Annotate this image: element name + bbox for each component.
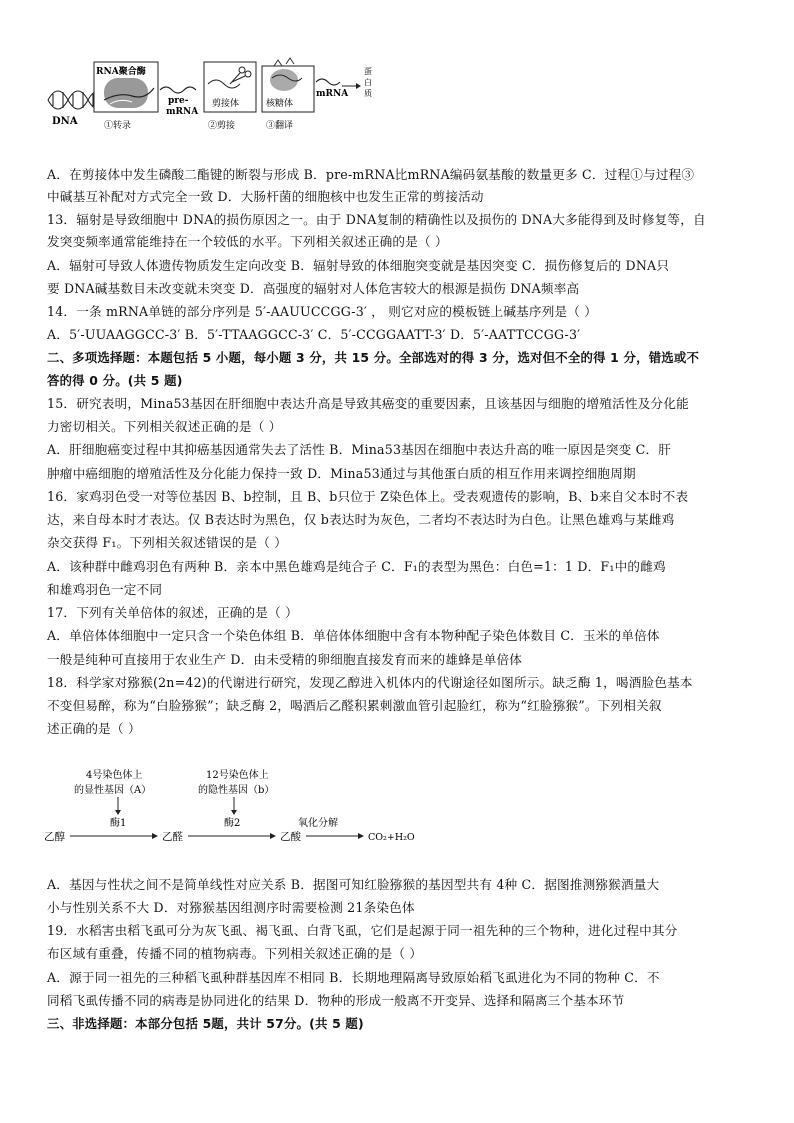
q13-stem-2: 发突变频率通常能维持在一个较低的水平。下列相关叙述正确的是（ ）	[47, 234, 448, 249]
section2-heading-2: 答的得 0 分。(共 5 题)	[47, 373, 183, 388]
q17-stem: 17．下列有关单倍体的叙述，正确的是（ ）	[47, 605, 298, 620]
q17-option-1: A．单倍体体细胞中一定只含一个染色体组 B．单倍体体细胞中含有本物种配子染色体数目 C．玉米的单倍体	[47, 628, 660, 643]
q18-option-1: A．基因与性状之间不是简单线性对应关系 B．据图可知红脸猕猴的基因型共有 4种 C．据图推测猕猴酒量大	[47, 877, 660, 892]
q16-stem-1: 16．家鸡羽色受一对等位基因 B、b控制，且 B、b只位于 Z染色体上。受表观遗传的影响，B、b来自父本时不表	[47, 489, 689, 504]
q15-option-2: 肿瘤中癌细胞的增殖活性及分化能力保持一致 D．Mina53通过与其他蛋白质的相互作用来调控细胞周期	[47, 466, 636, 481]
pre-mrna-label-1: pre-	[168, 96, 189, 106]
protein-label-hidden: 蛋白质	[44, 52, 47, 53]
step2-label: ②剪接	[208, 121, 236, 131]
mrna-label: mRNA	[316, 89, 349, 99]
q16-stem-3: 杂交获得 F₁。下列相关叙述错误的是（ ）	[47, 535, 288, 550]
gene-b-label-1: 12号染色体上	[206, 770, 269, 781]
section3-heading: 三、非选择题：本部分包括 5题，共计 57分。(共 5 题)	[47, 1016, 364, 1031]
protein-label: 蛋白质	[364, 67, 372, 98]
gene-b-label-2: 的隐性基因（b）	[198, 785, 275, 796]
q18-stem-1: 18．科学家对猕猴(2n=42)的代谢进行研究，发现乙醇进入机体内的代谢途径如图所示。缺乏酶 1，喝酒脸色基本	[47, 675, 693, 690]
spliceosome-label: 剪接体	[212, 99, 240, 109]
q19-option-1: A．源于同一祖先的三种稻飞虱种群基因库不相同 B．长期地理隔离导致原始稻飞虱进化为不同的物种 C．不	[47, 970, 660, 985]
products-label: CO₂+H₂O	[368, 832, 415, 843]
ethanol-metabolism-figure	[44, 768, 424, 844]
acetaldehyde-label: 乙醛	[162, 831, 183, 843]
q18-stem-2: 不变但易醉，称为“白脸猕猴”；缺乏酶 2，喝酒后乙醛积累刺激血管引起脸红，称为“红脸猕猴”。下列相关叙	[47, 698, 662, 713]
q16-option-2: 和雄鸡羽色一定不同	[47, 582, 163, 597]
enzyme2-label: 酶2	[224, 818, 241, 829]
q19-stem-1: 19．水稻害虫稻飞虱可分为灰飞虱、褐飞虱、白背飞虱，它们是起源于同一祖先种的三个物种，进化过程中其分	[47, 923, 678, 938]
ethanol-label: 乙醇	[44, 831, 65, 843]
acetic-acid-label: 乙酸	[280, 831, 301, 843]
q18-option-2: 小与性别关系不大 D．对猕猴基因组测序时需要检测 21条染色体	[47, 900, 415, 915]
q16-option-1: A．该种群中雌鸡羽色有两种 B．亲本中黑色雄鸡是纯合子 C．F₁的表型为黑色：白色=1：1 D．F₁中的雌鸡	[47, 559, 666, 574]
q15-option-1: A．肝细胞癌变过程中其抑癌基因通常失去了活性 B．Mina53基因在细胞中表达升高的唯一原因是突变 C．肝	[47, 442, 672, 457]
enzyme1-label: 酶1	[110, 818, 127, 829]
step3-label: ③翻译	[266, 121, 294, 131]
q15-stem-1: 15．研究表明，Mina53基因在肝细胞中表达升高是导致其癌变的重要因素，且该基因与细胞的增殖活性及分化能	[47, 396, 689, 411]
q13-option-1: A．辐射可导致人体遗传物质发生定向改变 B．辐射导致的体细胞突变就是基因突变 C．损伤修复后的 DNA只	[47, 258, 670, 273]
ribosome-label: 核糖体	[266, 99, 294, 109]
q13-stem-1: 13．辐射是导致细胞中 DNA的损伤原因之一。由于 DNA复制的精确性以及损伤的 DNA大多能得到及时修复等，自	[47, 212, 706, 227]
q14-options: A．5′-UUAAGGCC-3′ B．5′-TTAAGGCC-3′ C．5′-CCGGAATT-3′ D．5′-AATTCCGG-3′	[47, 327, 581, 342]
q14-stem: 14．一条 mRNA单链的部分序列是 5′-AAUUCCGG-3′ ， 则它对应的模板链上碱基序列是（ ）	[47, 304, 598, 319]
dna-label: DNA	[52, 116, 78, 127]
q16-stem-2: 达，来自母本时才表达。仅 B表达时为黑色，仅 b表达时为灰色，二者均不表达时为白色。让黑色雄鸡与某雌鸡	[47, 512, 675, 527]
gene-a-label-1: 4号染色体上	[86, 770, 143, 781]
rna-polymerase-label: RNA聚合酶	[96, 67, 146, 77]
q19-option-2: 同稻飞虱传播不同的病毒是协同进化的结果 D．物种的形成一般离不开变异、选择和隔离三个基本环节	[47, 993, 625, 1008]
pre-mrna-label-2: mRNA	[166, 107, 199, 117]
oxidation-label: 氧化分解	[298, 818, 338, 829]
q12-option-line-1: A．在剪接体中发生磷酸二酯键的断裂与形成 B．pre-mRNA比mRNA编码氨基酸的数量更多 C．过程①与过程③	[47, 167, 695, 182]
q13-option-2: 要 DNA碱基数目未改变就未突变 D．高强度的辐射对人体危害较大的根源是损伤 DNA频率高	[47, 281, 580, 296]
q12-option-line-2: 中碱基互补配对方式完全一致 D．大肠杆菌的细胞核中也发生正常的剪接活动	[47, 189, 484, 204]
q19-stem-2: 布区域有重叠，传播不同的植物病毒。下列相关叙述正确的是（ ）	[47, 946, 423, 961]
step1-label: ①转录	[104, 121, 132, 131]
q18-stem-3: 述正确的是（ ）	[47, 721, 141, 736]
q15-stem-2: 力密切相关。下列相关叙述正确的是（ ）	[47, 419, 282, 434]
gene-expression-figure	[44, 52, 384, 134]
q17-option-2: 一般是纯种可直接用于农业生产 D．由未受精的卵细胞直接发育而来的雄蜂是单倍体	[47, 652, 523, 667]
gene-a-label-2: 的显性基因（A）	[74, 785, 152, 796]
section2-heading-1: 二、多项选择题：本题包括 5 小题，每小题 3 分，共 15 分。全部选对的得 3 分，选对但不全的得 1 分，错选或不	[47, 350, 700, 365]
